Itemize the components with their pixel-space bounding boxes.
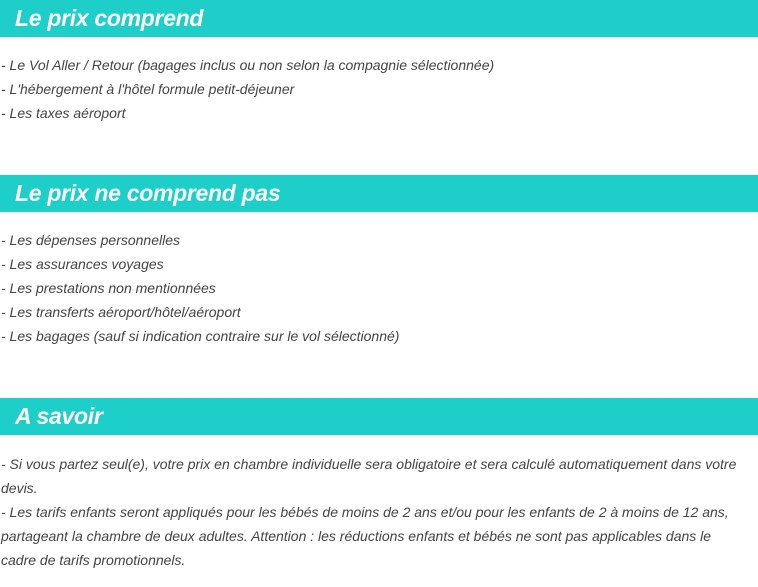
list-item: - Le Vol Aller / Retour (bagages inclus ou non selon la compagnie sélectionnée) (1, 57, 495, 73)
list-item: - Les taxes aéroport (1, 105, 126, 121)
section-title: Le prix comprend (15, 5, 204, 31)
section-title: A savoir (15, 403, 103, 429)
section-body-good-to-know (1, 452, 753, 572)
list-item: - Les prestations non mentionnées (1, 280, 216, 296)
section-header-included (0, 0, 758, 37)
list-item: - L'hébergement à l'hôtel formule petit-déjeuner (1, 81, 295, 97)
section-title: Le prix ne comprend pas (15, 180, 281, 206)
list-item: - Les assurances voyages (1, 256, 164, 272)
section-header-not-included (0, 175, 758, 212)
list-item: - Les transferts aéroport/hôtel/aéroport (1, 304, 241, 320)
list-item: - Les dépenses personnelles (1, 232, 181, 248)
info-paragraph: - Les tarifs enfants seront appliqués pour les bébés de moins de 2 ans et/ou pour les enfants de 2 à moins de 12 ans, partageant la chambre de deux adultes. Attention : les réductions enfants et bébés ne sont pas applicables dans le cadre de tarifs promotionnels. (1, 504, 729, 568)
info-paragraph: - Si vous partez seul(e), votre prix en chambre individuelle sera obligatoire et sera calculé automatiquement dans votre devis. (1, 456, 737, 496)
section-header-good-to-know (0, 398, 758, 435)
list-item: - Les bagages (sauf si indication contraire sur le vol sélectionné) (1, 328, 400, 344)
section-body-included (1, 53, 494, 125)
section-body-not-included (1, 228, 399, 348)
